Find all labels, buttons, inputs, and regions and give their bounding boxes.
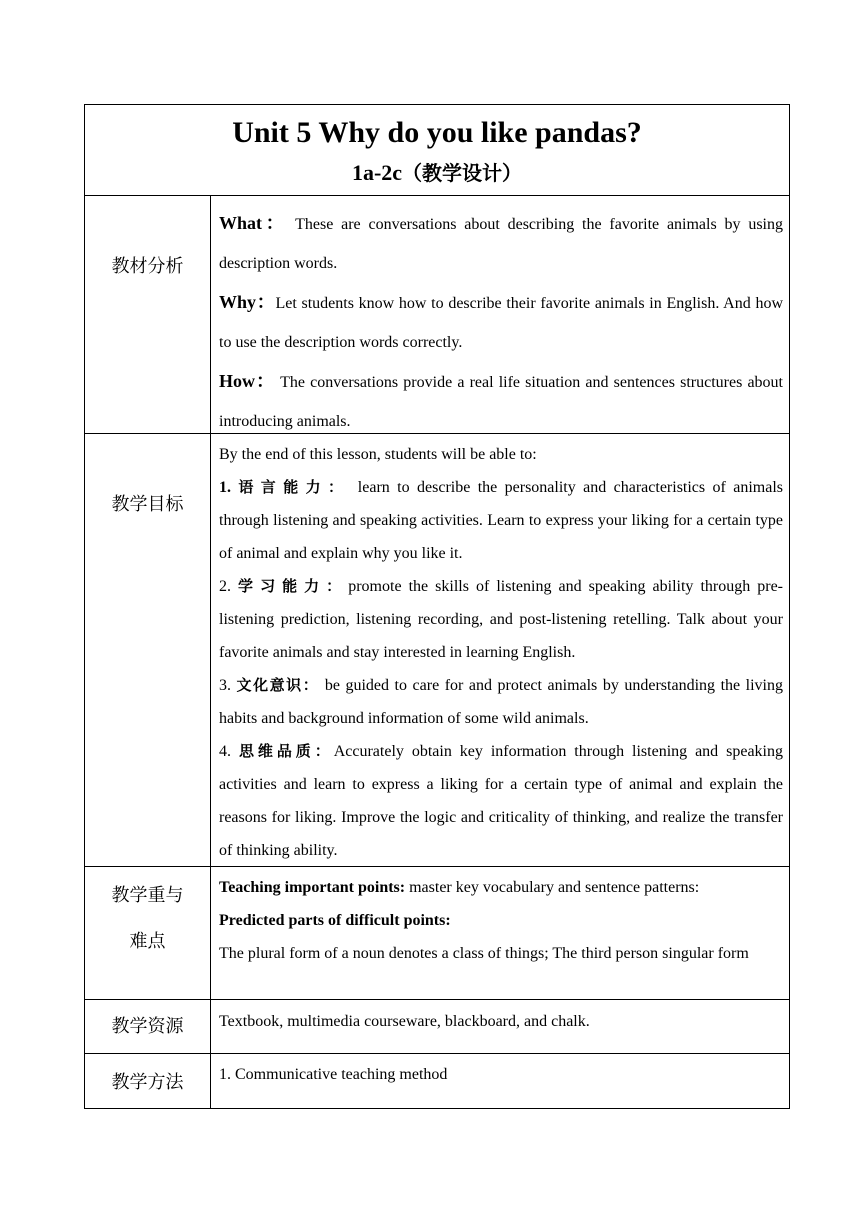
why-label: Why： [219, 292, 276, 312]
what-label: What： [219, 213, 288, 233]
lesson-plan-table [84, 104, 790, 1109]
key-points-label-line2: 难点 [129, 931, 166, 952]
key-points-content [219, 871, 783, 970]
difficult-points-text: The plural form of a noun denotes a class of things; The third person singular form [219, 945, 749, 962]
objective-item: 2. 学习能力：promote the skills of listening and speaking ability through pre-listening prediction, listening recording, and post-listening retelling. Talk about your favorite animals and stay interested in learning English. [219, 577, 784, 661]
row-label-methods: 教学方法 [85, 1054, 211, 1108]
what-text: These are conversations about describing the favorite animals by using description words. [219, 216, 783, 272]
objective-item: 3. 文化意识： be guided to care for and protect animals by understanding the living habits and background information of some wild animals. [219, 676, 783, 727]
analysis-content [219, 204, 783, 441]
row-key-points [85, 866, 789, 999]
difficult-points-label: Predicted parts of difficult points: [219, 912, 451, 929]
row-resources [85, 999, 789, 1053]
row-label-analysis: 教材分析 [85, 196, 211, 433]
subtitle-zh: （教学设计） [402, 161, 523, 185]
key-points-label-line1: 教学重与 [111, 885, 184, 906]
important-points-label: Teaching important points: [219, 879, 406, 896]
row-label-objectives: 教学目标 [85, 434, 211, 866]
why-text: Let students know how to describe their favorite animals in English. And how to use the description words correctly. [219, 295, 783, 351]
objective-item: 1. 语言能力： learn to describe the personality and characteristics of animals through listening and speaking activities. Learn to express your liking for a certain type of animal and explain why you like it. [219, 478, 784, 562]
title-row [85, 105, 789, 195]
row-methods [85, 1053, 789, 1108]
page-subtitle [85, 156, 789, 190]
important-points-text: master key vocabulary and sentence patterns: [409, 879, 700, 896]
row-material-analysis [85, 195, 789, 433]
subtitle-code: 1a-2c [351, 160, 403, 185]
objectives-content [219, 438, 783, 867]
objectives-intro: By the end of this lesson, students will be able to: [219, 446, 537, 463]
methods-text: 1. Communicative teaching method [219, 1066, 448, 1083]
objective-item: 4. 思维品质：Accurately obtain key information through listening and speaking activities and learn to express a liking for a certain type of animal and explain the reasons for liking. Improve the logic and criticality of thinking, and realize the transfer of thinking ability. [219, 742, 784, 859]
page-title: Unit 5 Why do you like pandas? [232, 116, 642, 149]
row-label-key-points [85, 867, 211, 999]
resources-text: Textbook, multimedia courseware, blackboard, and chalk. [219, 1013, 590, 1030]
row-label-resources: 教学资源 [85, 1000, 211, 1053]
row-teaching-objectives [85, 433, 789, 866]
how-label: How： [219, 371, 276, 391]
how-text: The conversations provide a real life situation and sentences structures about introducing animals. [219, 374, 784, 430]
